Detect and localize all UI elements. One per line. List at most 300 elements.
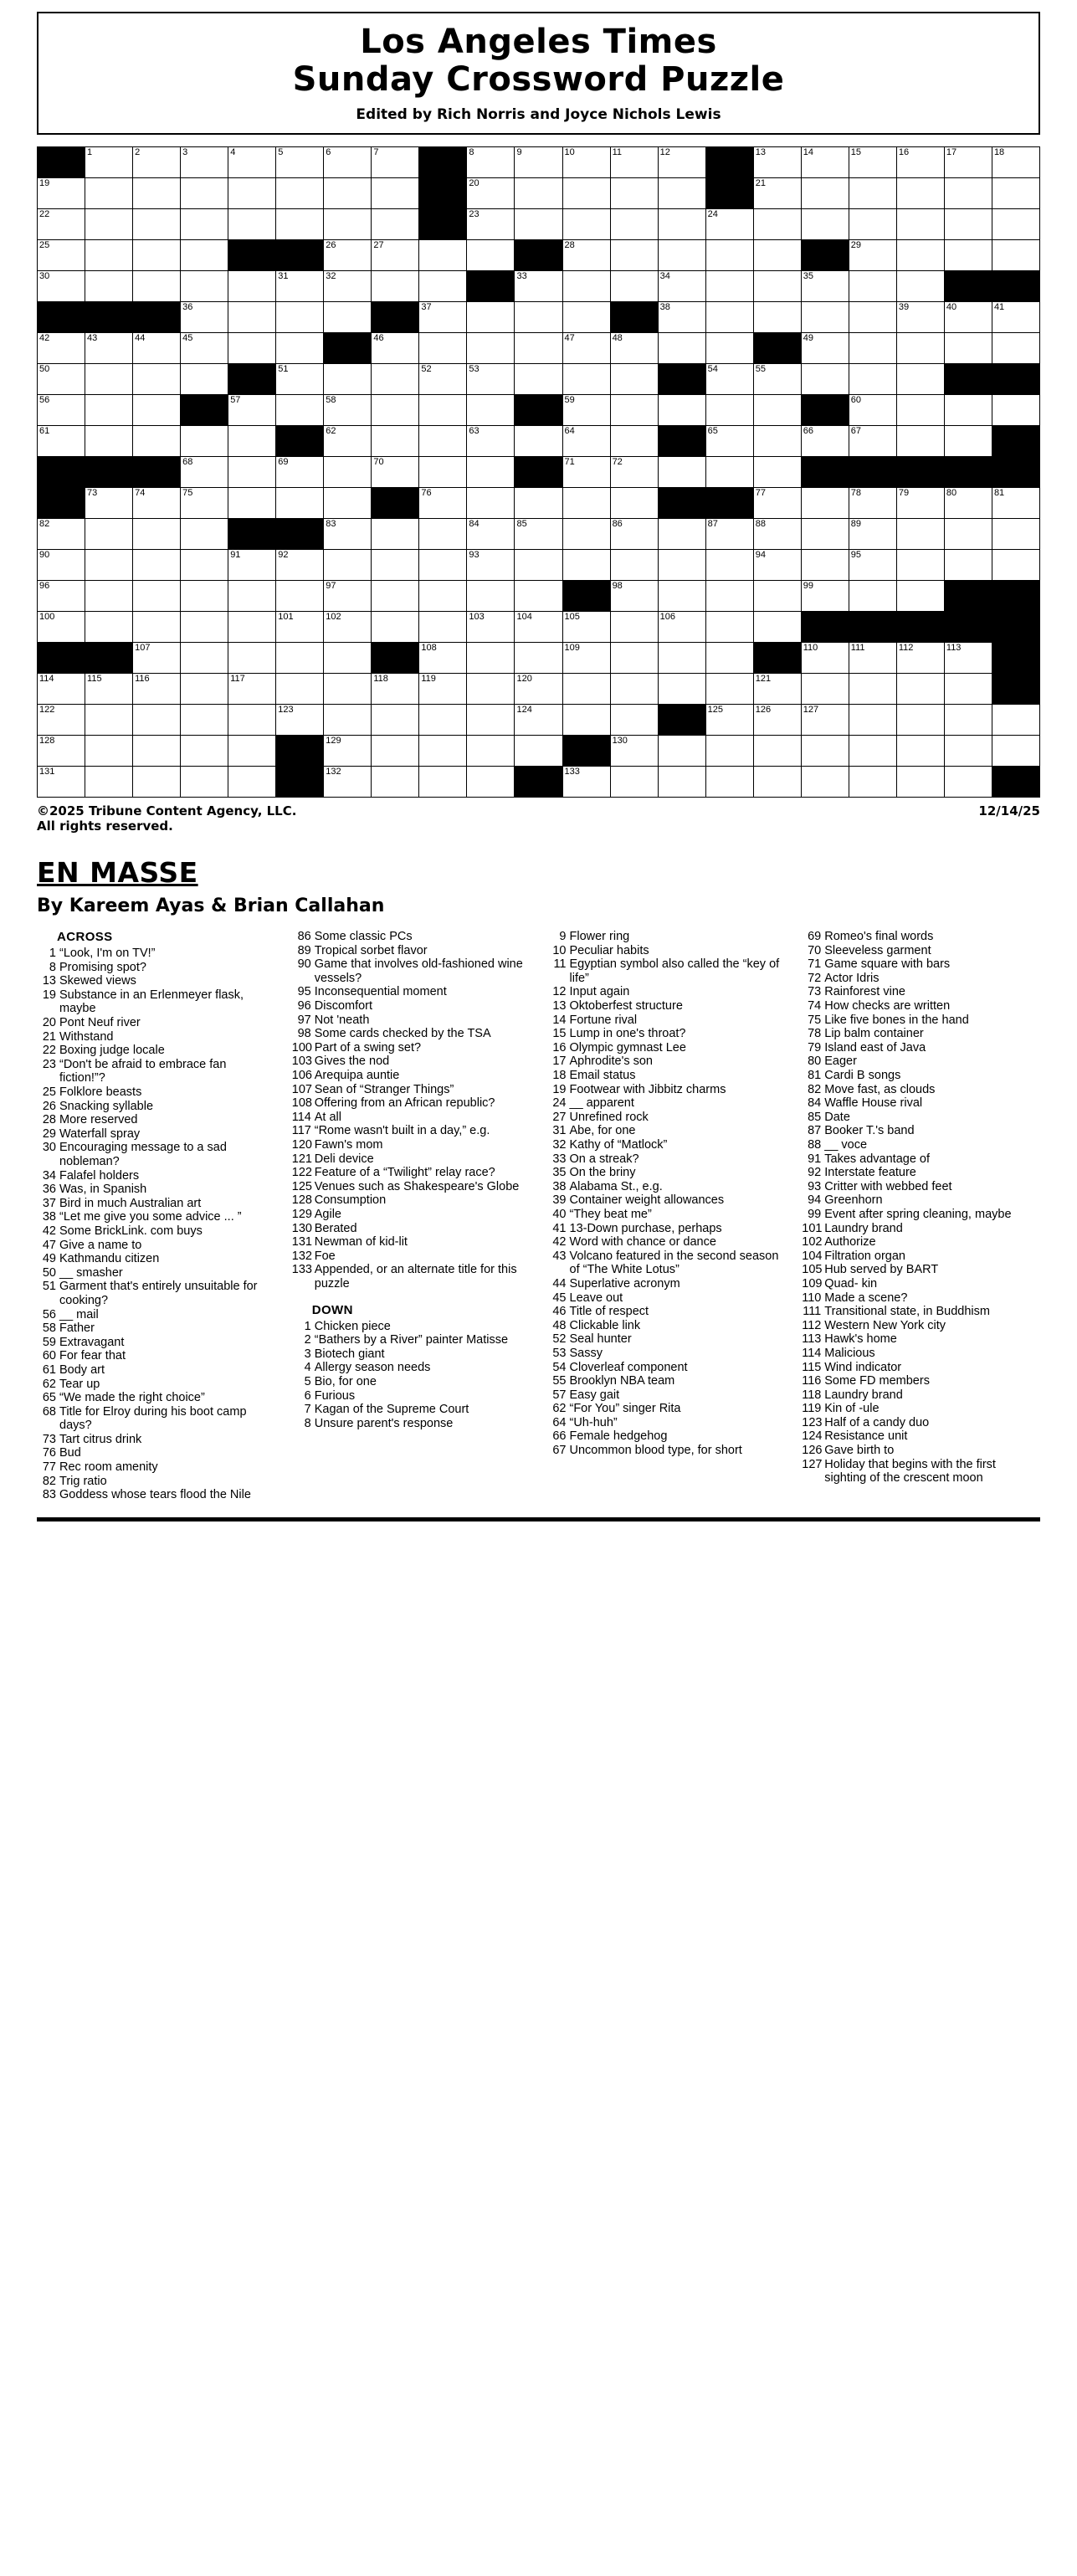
grid-cell[interactable] bbox=[181, 704, 228, 735]
grid-cell[interactable] bbox=[562, 766, 610, 797]
grid-cell[interactable] bbox=[753, 549, 801, 580]
grid-cell[interactable] bbox=[324, 487, 372, 518]
grid-cell[interactable] bbox=[562, 704, 610, 735]
grid-cell[interactable] bbox=[658, 735, 705, 766]
grid-cell[interactable] bbox=[610, 239, 658, 270]
grid-cell[interactable] bbox=[610, 332, 658, 363]
grid-cell[interactable] bbox=[849, 704, 896, 735]
grid-cell[interactable] bbox=[85, 425, 133, 456]
grid-cell[interactable] bbox=[753, 704, 801, 735]
grid-cell[interactable] bbox=[849, 673, 896, 704]
grid-cell[interactable] bbox=[705, 704, 753, 735]
grid-cell[interactable] bbox=[801, 549, 849, 580]
grid-cell[interactable] bbox=[419, 456, 467, 487]
grid-cell[interactable] bbox=[419, 580, 467, 611]
grid-cell[interactable] bbox=[896, 704, 944, 735]
grid-cell[interactable] bbox=[801, 704, 849, 735]
grid-cell[interactable] bbox=[992, 394, 1039, 425]
grid-cell[interactable] bbox=[801, 270, 849, 301]
grid-cell[interactable] bbox=[896, 208, 944, 239]
grid-cell[interactable] bbox=[515, 580, 562, 611]
grid-cell[interactable] bbox=[753, 611, 801, 642]
grid-cell[interactable] bbox=[276, 301, 324, 332]
grid-cell[interactable] bbox=[133, 425, 181, 456]
grid-cell[interactable] bbox=[944, 394, 992, 425]
grid-cell[interactable] bbox=[372, 766, 419, 797]
grid-cell[interactable] bbox=[372, 611, 419, 642]
grid-cell[interactable] bbox=[324, 766, 372, 797]
grid-cell[interactable] bbox=[467, 580, 515, 611]
grid-cell[interactable] bbox=[228, 673, 276, 704]
grid-cell[interactable] bbox=[515, 611, 562, 642]
grid-cell[interactable] bbox=[38, 518, 85, 549]
grid-cell[interactable] bbox=[228, 177, 276, 208]
grid-cell[interactable] bbox=[133, 580, 181, 611]
grid-cell[interactable] bbox=[419, 394, 467, 425]
grid-cell[interactable] bbox=[85, 704, 133, 735]
grid-cell[interactable] bbox=[944, 766, 992, 797]
grid-cell[interactable] bbox=[562, 611, 610, 642]
grid-cell[interactable] bbox=[419, 611, 467, 642]
grid-cell[interactable] bbox=[85, 332, 133, 363]
grid-cell[interactable] bbox=[705, 208, 753, 239]
grid-cell[interactable] bbox=[181, 580, 228, 611]
grid-cell[interactable] bbox=[38, 363, 85, 394]
grid-cell[interactable] bbox=[801, 177, 849, 208]
grid-cell[interactable] bbox=[753, 301, 801, 332]
grid-cell[interactable] bbox=[324, 363, 372, 394]
grid-cell[interactable] bbox=[944, 208, 992, 239]
grid-cell[interactable] bbox=[753, 239, 801, 270]
grid-cell[interactable] bbox=[372, 456, 419, 487]
grid-cell[interactable] bbox=[372, 704, 419, 735]
grid-cell[interactable] bbox=[228, 704, 276, 735]
grid-cell[interactable] bbox=[85, 208, 133, 239]
grid-cell[interactable] bbox=[181, 270, 228, 301]
grid-cell[interactable] bbox=[181, 518, 228, 549]
grid-cell[interactable] bbox=[181, 456, 228, 487]
grid-cell[interactable] bbox=[181, 735, 228, 766]
grid-cell[interactable] bbox=[992, 208, 1039, 239]
grid-cell[interactable] bbox=[372, 425, 419, 456]
grid-cell[interactable] bbox=[228, 301, 276, 332]
grid-cell[interactable] bbox=[610, 704, 658, 735]
grid-cell[interactable] bbox=[38, 394, 85, 425]
grid-cell[interactable] bbox=[515, 704, 562, 735]
grid-cell[interactable] bbox=[753, 518, 801, 549]
grid-cell[interactable] bbox=[467, 363, 515, 394]
grid-cell[interactable] bbox=[801, 208, 849, 239]
grid-cell[interactable] bbox=[896, 549, 944, 580]
grid-cell[interactable] bbox=[705, 549, 753, 580]
grid-cell[interactable] bbox=[419, 673, 467, 704]
grid-cell[interactable] bbox=[753, 766, 801, 797]
grid-cell[interactable] bbox=[133, 208, 181, 239]
grid-cell[interactable] bbox=[610, 363, 658, 394]
grid-cell[interactable] bbox=[944, 177, 992, 208]
grid-cell[interactable] bbox=[896, 394, 944, 425]
grid-cell[interactable] bbox=[753, 270, 801, 301]
grid-cell[interactable] bbox=[372, 518, 419, 549]
grid-cell[interactable] bbox=[849, 735, 896, 766]
grid-cell[interactable] bbox=[515, 518, 562, 549]
grid-cell[interactable] bbox=[705, 766, 753, 797]
grid-cell[interactable] bbox=[38, 208, 85, 239]
grid-cell[interactable] bbox=[228, 766, 276, 797]
grid-cell[interactable] bbox=[801, 146, 849, 177]
grid-cell[interactable] bbox=[944, 704, 992, 735]
grid-cell[interactable] bbox=[610, 580, 658, 611]
grid-cell[interactable] bbox=[849, 270, 896, 301]
grid-cell[interactable] bbox=[515, 487, 562, 518]
grid-cell[interactable] bbox=[228, 270, 276, 301]
grid-cell[interactable] bbox=[658, 580, 705, 611]
grid-cell[interactable] bbox=[467, 208, 515, 239]
grid-cell[interactable] bbox=[515, 363, 562, 394]
grid-cell[interactable] bbox=[944, 673, 992, 704]
grid-cell[interactable] bbox=[181, 425, 228, 456]
grid-cell[interactable] bbox=[324, 456, 372, 487]
grid-cell[interactable] bbox=[992, 146, 1039, 177]
grid-cell[interactable] bbox=[896, 425, 944, 456]
grid-cell[interactable] bbox=[515, 332, 562, 363]
grid-cell[interactable] bbox=[467, 487, 515, 518]
grid-cell[interactable] bbox=[515, 208, 562, 239]
grid-cell[interactable] bbox=[896, 301, 944, 332]
grid-cell[interactable] bbox=[849, 239, 896, 270]
grid-cell[interactable] bbox=[896, 363, 944, 394]
grid-cell[interactable] bbox=[372, 549, 419, 580]
grid-cell[interactable] bbox=[658, 239, 705, 270]
grid-cell[interactable] bbox=[85, 270, 133, 301]
grid-cell[interactable] bbox=[562, 208, 610, 239]
grid-cell[interactable] bbox=[276, 673, 324, 704]
grid-cell[interactable] bbox=[181, 611, 228, 642]
grid-cell[interactable] bbox=[992, 301, 1039, 332]
grid-cell[interactable] bbox=[467, 673, 515, 704]
grid-cell[interactable] bbox=[133, 363, 181, 394]
grid-cell[interactable] bbox=[896, 146, 944, 177]
grid-cell[interactable] bbox=[801, 332, 849, 363]
grid-cell[interactable] bbox=[562, 270, 610, 301]
grid-cell[interactable] bbox=[467, 766, 515, 797]
grid-cell[interactable] bbox=[324, 394, 372, 425]
grid-cell[interactable] bbox=[896, 518, 944, 549]
grid-cell[interactable] bbox=[467, 518, 515, 549]
grid-cell[interactable] bbox=[181, 301, 228, 332]
grid-cell[interactable] bbox=[658, 332, 705, 363]
grid-cell[interactable] bbox=[85, 580, 133, 611]
grid-cell[interactable] bbox=[276, 580, 324, 611]
grid-cell[interactable] bbox=[944, 425, 992, 456]
grid-cell[interactable] bbox=[992, 704, 1039, 735]
grid-cell[interactable] bbox=[801, 642, 849, 673]
grid-cell[interactable] bbox=[992, 177, 1039, 208]
grid-cell[interactable] bbox=[228, 487, 276, 518]
grid-cell[interactable] bbox=[705, 642, 753, 673]
grid-cell[interactable] bbox=[276, 704, 324, 735]
grid-cell[interactable] bbox=[562, 146, 610, 177]
grid-cell[interactable] bbox=[133, 239, 181, 270]
grid-cell[interactable] bbox=[849, 177, 896, 208]
grid-cell[interactable] bbox=[610, 673, 658, 704]
grid-cell[interactable] bbox=[181, 487, 228, 518]
grid-cell[interactable] bbox=[467, 146, 515, 177]
grid-cell[interactable] bbox=[276, 270, 324, 301]
grid-cell[interactable] bbox=[658, 456, 705, 487]
grid-cell[interactable] bbox=[658, 549, 705, 580]
grid-cell[interactable] bbox=[181, 549, 228, 580]
grid-cell[interactable] bbox=[610, 456, 658, 487]
grid-cell[interactable] bbox=[562, 177, 610, 208]
grid-cell[interactable] bbox=[324, 146, 372, 177]
grid-cell[interactable] bbox=[228, 735, 276, 766]
grid-cell[interactable] bbox=[705, 425, 753, 456]
grid-cell[interactable] bbox=[85, 766, 133, 797]
grid-cell[interactable] bbox=[849, 766, 896, 797]
grid-cell[interactable] bbox=[324, 549, 372, 580]
grid-cell[interactable] bbox=[133, 518, 181, 549]
grid-cell[interactable] bbox=[992, 239, 1039, 270]
grid-cell[interactable] bbox=[419, 270, 467, 301]
grid-cell[interactable] bbox=[38, 735, 85, 766]
grid-cell[interactable] bbox=[133, 611, 181, 642]
crossword-grid[interactable] bbox=[37, 146, 1040, 798]
grid-cell[interactable] bbox=[658, 766, 705, 797]
grid-cell[interactable] bbox=[181, 363, 228, 394]
grid-cell[interactable] bbox=[610, 270, 658, 301]
grid-cell[interactable] bbox=[85, 549, 133, 580]
grid-cell[interactable] bbox=[896, 332, 944, 363]
grid-cell[interactable] bbox=[801, 735, 849, 766]
grid-cell[interactable] bbox=[133, 642, 181, 673]
grid-cell[interactable] bbox=[467, 456, 515, 487]
grid-cell[interactable] bbox=[705, 518, 753, 549]
grid-cell[interactable] bbox=[419, 487, 467, 518]
grid-cell[interactable] bbox=[324, 518, 372, 549]
grid-cell[interactable] bbox=[276, 332, 324, 363]
grid-cell[interactable] bbox=[419, 239, 467, 270]
grid-cell[interactable] bbox=[753, 177, 801, 208]
grid-cell[interactable] bbox=[610, 549, 658, 580]
grid-cell[interactable] bbox=[658, 208, 705, 239]
grid-cell[interactable] bbox=[849, 332, 896, 363]
grid-cell[interactable] bbox=[276, 363, 324, 394]
grid-cell[interactable] bbox=[85, 239, 133, 270]
grid-cell[interactable] bbox=[705, 673, 753, 704]
grid-cell[interactable] bbox=[133, 549, 181, 580]
grid-cell[interactable] bbox=[133, 704, 181, 735]
grid-cell[interactable] bbox=[324, 177, 372, 208]
grid-cell[interactable] bbox=[467, 239, 515, 270]
grid-cell[interactable] bbox=[705, 611, 753, 642]
grid-cell[interactable] bbox=[181, 239, 228, 270]
grid-cell[interactable] bbox=[38, 766, 85, 797]
grid-cell[interactable] bbox=[324, 239, 372, 270]
grid-cell[interactable] bbox=[801, 766, 849, 797]
grid-cell[interactable] bbox=[610, 642, 658, 673]
grid-cell[interactable] bbox=[38, 177, 85, 208]
grid-cell[interactable] bbox=[419, 518, 467, 549]
grid-cell[interactable] bbox=[801, 580, 849, 611]
grid-cell[interactable] bbox=[658, 146, 705, 177]
grid-cell[interactable] bbox=[133, 673, 181, 704]
grid-cell[interactable] bbox=[562, 394, 610, 425]
grid-cell[interactable] bbox=[849, 146, 896, 177]
grid-cell[interactable] bbox=[515, 270, 562, 301]
grid-cell[interactable] bbox=[992, 518, 1039, 549]
grid-cell[interactable] bbox=[85, 363, 133, 394]
grid-cell[interactable] bbox=[228, 580, 276, 611]
grid-cell[interactable] bbox=[610, 518, 658, 549]
grid-cell[interactable] bbox=[324, 673, 372, 704]
grid-cell[interactable] bbox=[324, 611, 372, 642]
grid-cell[interactable] bbox=[562, 363, 610, 394]
grid-cell[interactable] bbox=[372, 332, 419, 363]
grid-cell[interactable] bbox=[419, 766, 467, 797]
grid-cell[interactable] bbox=[658, 301, 705, 332]
grid-cell[interactable] bbox=[705, 270, 753, 301]
grid-cell[interactable] bbox=[801, 363, 849, 394]
grid-cell[interactable] bbox=[85, 611, 133, 642]
grid-cell[interactable] bbox=[992, 487, 1039, 518]
grid-cell[interactable] bbox=[705, 735, 753, 766]
grid-cell[interactable] bbox=[610, 177, 658, 208]
grid-cell[interactable] bbox=[753, 487, 801, 518]
grid-cell[interactable] bbox=[896, 239, 944, 270]
grid-cell[interactable] bbox=[324, 301, 372, 332]
grid-cell[interactable] bbox=[228, 611, 276, 642]
grid-cell[interactable] bbox=[610, 766, 658, 797]
grid-cell[interactable] bbox=[705, 394, 753, 425]
grid-cell[interactable] bbox=[276, 642, 324, 673]
grid-cell[interactable] bbox=[753, 425, 801, 456]
grid-cell[interactable] bbox=[610, 611, 658, 642]
grid-cell[interactable] bbox=[85, 673, 133, 704]
grid-cell[interactable] bbox=[38, 270, 85, 301]
grid-cell[interactable] bbox=[562, 239, 610, 270]
grid-cell[interactable] bbox=[276, 487, 324, 518]
grid-cell[interactable] bbox=[228, 146, 276, 177]
grid-cell[interactable] bbox=[658, 518, 705, 549]
grid-cell[interactable] bbox=[705, 301, 753, 332]
grid-cell[interactable] bbox=[849, 394, 896, 425]
grid-cell[interactable] bbox=[562, 518, 610, 549]
grid-cell[interactable] bbox=[276, 611, 324, 642]
grid-cell[interactable] bbox=[896, 735, 944, 766]
grid-cell[interactable] bbox=[515, 673, 562, 704]
grid-cell[interactable] bbox=[467, 549, 515, 580]
grid-cell[interactable] bbox=[467, 394, 515, 425]
grid-cell[interactable] bbox=[849, 487, 896, 518]
grid-cell[interactable] bbox=[228, 456, 276, 487]
grid-cell[interactable] bbox=[133, 735, 181, 766]
grid-cell[interactable] bbox=[992, 549, 1039, 580]
grid-cell[interactable] bbox=[372, 394, 419, 425]
grid-cell[interactable] bbox=[849, 301, 896, 332]
grid-cell[interactable] bbox=[181, 177, 228, 208]
grid-cell[interactable] bbox=[85, 394, 133, 425]
grid-cell[interactable] bbox=[849, 549, 896, 580]
grid-cell[interactable] bbox=[133, 177, 181, 208]
grid-cell[interactable] bbox=[228, 642, 276, 673]
grid-cell[interactable] bbox=[372, 270, 419, 301]
grid-cell[interactable] bbox=[467, 301, 515, 332]
grid-cell[interactable] bbox=[610, 487, 658, 518]
grid-cell[interactable] bbox=[753, 208, 801, 239]
grid-cell[interactable] bbox=[133, 332, 181, 363]
grid-cell[interactable] bbox=[467, 425, 515, 456]
grid-cell[interactable] bbox=[753, 394, 801, 425]
grid-cell[interactable] bbox=[658, 394, 705, 425]
grid-cell[interactable] bbox=[372, 735, 419, 766]
grid-cell[interactable] bbox=[419, 704, 467, 735]
grid-cell[interactable] bbox=[38, 239, 85, 270]
grid-cell[interactable] bbox=[610, 394, 658, 425]
grid-cell[interactable] bbox=[324, 704, 372, 735]
grid-cell[interactable] bbox=[372, 146, 419, 177]
grid-cell[interactable] bbox=[944, 332, 992, 363]
grid-cell[interactable] bbox=[228, 425, 276, 456]
grid-cell[interactable] bbox=[85, 146, 133, 177]
grid-cell[interactable] bbox=[372, 363, 419, 394]
grid-cell[interactable] bbox=[562, 301, 610, 332]
grid-cell[interactable] bbox=[896, 642, 944, 673]
grid-cell[interactable] bbox=[705, 456, 753, 487]
grid-cell[interactable] bbox=[562, 673, 610, 704]
grid-cell[interactable] bbox=[992, 332, 1039, 363]
grid-cell[interactable] bbox=[515, 146, 562, 177]
grid-cell[interactable] bbox=[896, 673, 944, 704]
grid-cell[interactable] bbox=[753, 146, 801, 177]
grid-cell[interactable] bbox=[38, 673, 85, 704]
grid-cell[interactable] bbox=[181, 673, 228, 704]
grid-cell[interactable] bbox=[276, 394, 324, 425]
grid-cell[interactable] bbox=[705, 239, 753, 270]
grid-cell[interactable] bbox=[38, 549, 85, 580]
grid-cell[interactable] bbox=[181, 332, 228, 363]
grid-cell[interactable] bbox=[276, 146, 324, 177]
grid-cell[interactable] bbox=[181, 208, 228, 239]
grid-cell[interactable] bbox=[419, 363, 467, 394]
grid-cell[interactable] bbox=[515, 735, 562, 766]
grid-cell[interactable] bbox=[324, 642, 372, 673]
grid-cell[interactable] bbox=[610, 735, 658, 766]
grid-cell[interactable] bbox=[181, 642, 228, 673]
grid-cell[interactable] bbox=[562, 487, 610, 518]
grid-cell[interactable] bbox=[896, 177, 944, 208]
grid-cell[interactable] bbox=[896, 766, 944, 797]
grid-cell[interactable] bbox=[658, 177, 705, 208]
grid-cell[interactable] bbox=[372, 177, 419, 208]
grid-cell[interactable] bbox=[610, 425, 658, 456]
grid-cell[interactable] bbox=[801, 487, 849, 518]
grid-cell[interactable] bbox=[419, 425, 467, 456]
grid-cell[interactable] bbox=[944, 487, 992, 518]
grid-cell[interactable] bbox=[610, 146, 658, 177]
grid-cell[interactable] bbox=[515, 425, 562, 456]
grid-cell[interactable] bbox=[324, 580, 372, 611]
grid-cell[interactable] bbox=[562, 425, 610, 456]
grid-cell[interactable] bbox=[801, 425, 849, 456]
grid-cell[interactable] bbox=[324, 735, 372, 766]
grid-cell[interactable] bbox=[372, 239, 419, 270]
grid-cell[interactable] bbox=[562, 642, 610, 673]
grid-cell[interactable] bbox=[324, 208, 372, 239]
grid-cell[interactable] bbox=[562, 332, 610, 363]
grid-cell[interactable] bbox=[85, 518, 133, 549]
grid-cell[interactable] bbox=[181, 766, 228, 797]
